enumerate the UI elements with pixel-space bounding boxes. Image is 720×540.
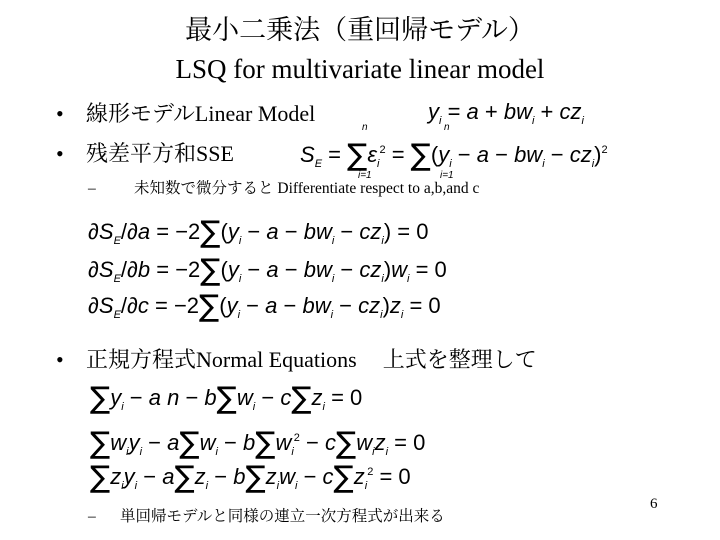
linear-model-equation: $y_i = a + bw_i + cz_i$: [428, 99, 584, 127]
page-number: 6: [650, 496, 658, 512]
sub-jp-label: 単回帰モデルと同様の連立一次方程式が出来る: [120, 507, 445, 525]
bullet-sse: [56, 140, 234, 169]
sub-bullet-simultaneous-equations: [88, 506, 445, 527]
sum-lower-limit: i=1: [440, 170, 454, 181]
sum-lower-limit: i=1: [358, 170, 372, 181]
bullet-en-label: SSE: [196, 141, 234, 166]
partial-derivative-b-equation: $\partial S_E/\partial b = -2\sum(y_i - a - bw_i - cz_i)w_i = 0$: [88, 253, 447, 288]
sub-en-label: Differentiate respect to a,b,and c: [273, 180, 480, 197]
sum-upper-limit: n: [444, 122, 450, 133]
sub-bullet-differentiate: [88, 178, 479, 199]
bullet-en-label: Linear Model: [194, 101, 316, 126]
partial-derivative-a-equation: $\partial S_E/\partial a = -2\sum(y_i - a - bw_i - cz_i) = 0$: [88, 215, 429, 250]
bullet-jp-trailing-label: 上式を整理して: [382, 348, 537, 373]
dash-icon: –: [88, 180, 96, 197]
bullet-dot-icon: •: [56, 101, 64, 126]
bullet-jp-label: 正規方程式: [86, 348, 197, 373]
bullet-en-label: Normal Equations: [196, 347, 357, 372]
bullet-jp-label: 残差平方和: [86, 142, 197, 167]
bullet-dot-icon: •: [56, 347, 64, 372]
sub-jp-label: 未知数で微分すると: [134, 179, 274, 197]
partial-derivative-c-equation: $\partial S_E/\partial c = -2\sum(y_i - a - bw_i - cz_i)z_i = 0$: [88, 289, 441, 324]
normal-equation-1: $\sum y_i - a$ $n - b\sum w_i - c\sum z_i = 0$: [90, 381, 363, 416]
bullet-jp-label: 線形モデル: [86, 102, 195, 127]
dash-icon: –: [88, 508, 96, 525]
bullet-dot-icon: •: [56, 141, 64, 166]
bullet-linear-model: [56, 100, 315, 129]
sse-equation: $S_E = \sum\varepsilon_i^2 = \sum(y_i - a - bw_i - cz_i)^2$: [300, 138, 608, 173]
slide-title-japanese: 最小二乗法（重回帰モデル）: [185, 15, 535, 46]
bullet-normal-equations: [56, 346, 537, 375]
normal-equation-3: $\sum z_iy_i - a\sum z_i - b\sum z_iw_i - c\sum z_i^2 = 0$: [90, 460, 411, 495]
normal-equation-2: $\sum w_iy_i - a\sum w_i - b\sum w_i^2 - c\sum w_iz_i = 0$: [90, 426, 426, 461]
slide-title-english: LSQ for multivariate linear model: [175, 54, 545, 84]
sum-upper-limit: n: [362, 122, 368, 133]
